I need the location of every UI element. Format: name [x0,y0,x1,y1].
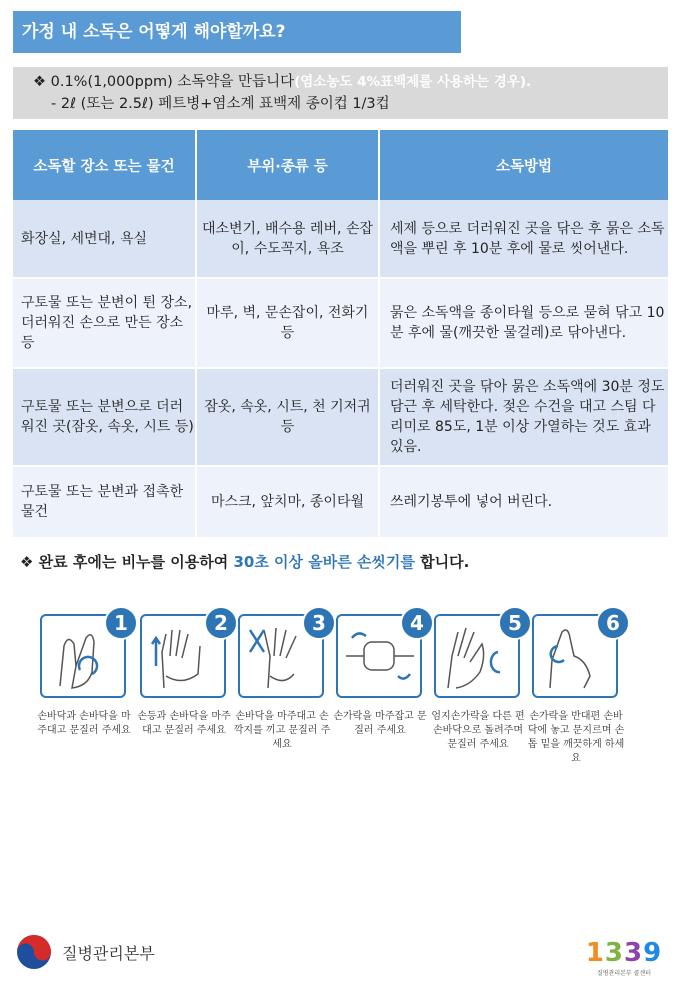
cell-place: 구토물 또는 분변으로 더러워진 곳(잠옷, 속옷, 시트 등) [13,368,196,466]
cell-part: 마루, 벽, 문손잡이, 전화기 등 [196,278,379,368]
handwash-step [333,606,430,738]
step-number: 1 [104,606,138,640]
info-line-1-note: (염소농도 4%표백제를 사용하는 경우). [294,74,532,90]
header-method: 소독방법 [379,130,668,200]
taegeuk-logo-icon [14,932,54,972]
page-title: 가정 내 소독은 어떻게 해야할까요? [13,11,461,53]
disinfection-table [13,130,668,539]
info-box [13,67,668,119]
handwash-step [37,606,134,738]
step-caption: 손가락을 마주잡고 문질러 주세요 [333,711,427,736]
info-line-1 [33,71,668,93]
table-row [13,466,668,538]
header-part: 부위·종류 등 [196,130,379,200]
step-caption: 손가락을 반대편 손바닥에 놓고 문지르며 손톱 밑을 깨끗하게 하세요 [527,711,625,764]
table-row [13,200,668,278]
table-header-row [13,130,668,200]
step-number: 6 [596,606,630,640]
step-caption: 손바닥을 마주대고 손깍지를 끼고 문질러 주세요 [233,711,331,750]
step-caption: 손바닥과 손바닥을 마주대고 문질러 주세요 [37,711,131,736]
completion-note [20,551,469,572]
hotline-caption: 질병관리본부 콜센터 [596,970,652,977]
handwash-step [527,606,626,766]
step-number: 2 [204,606,238,640]
step-number: 3 [302,606,336,640]
cell-place: 구토물 또는 분변과 접촉한 물건 [13,466,196,538]
info-line-1-main: ❖ 0.1%(1,000ppm) 소독약을 만듭니다 [33,74,295,90]
step-caption: 손등과 손바닥을 마주대고 문질러 주세요 [137,711,231,736]
table-row [13,368,668,466]
header-place: 소독할 장소 또는 물건 [13,130,196,200]
cell-place: 구토물 또는 분변이 튄 장소, 더러워진 손으로 만든 장소 등 [13,278,196,368]
cell-method: 묽은 소독액을 종이타월 등으로 묻혀 닦고 10분 후에 물(깨끗한 물걸레)로 닦아낸다. [379,278,668,368]
completion-suffix: 합니다. [414,553,470,571]
hotline-logo [576,938,672,977]
kcdc-logo [14,932,155,972]
handwash-step [431,606,528,752]
cell-part: 마스크, 앞치마, 종이타월 [196,466,379,538]
org-name: 질병관리본부 [62,943,155,963]
step-number: 5 [498,606,532,640]
cell-method: 더러워진 곳을 닦아 묽은 소독액에 30분 정도 담근 후 세탁한다. 젖은 수건을 대고 스팀 다리미로 85도, 1분 이상 가열하는 것도 효과 있음. [379,368,668,466]
cell-part: 대소변기, 배수용 레버, 손잡이, 수도꼭지, 욕조 [196,200,379,278]
handwash-step [137,606,234,738]
completion-prefix: ❖ 완료 후에는 비누를 이용하여 [20,553,234,571]
hotline-number: 1339 [585,938,663,968]
step-caption: 엄지손가락을 다른 편 손바닥으로 돌려주며 문질러 주세요 [431,711,525,750]
cell-part: 잠옷, 속옷, 시트, 천 기저귀 등 [196,368,379,466]
cell-method: 세제 등으로 더러워진 곳을 닦은 후 묽은 소독액을 뿌린 후 10분 후에 물로 씻어낸다. [379,200,668,278]
table-row [13,278,668,368]
cell-place: 화장실, 세면대, 욕실 [13,200,196,278]
cell-method: 쓰레기봉투에 넣어 버린다. [379,466,668,538]
handwash-step [233,606,332,752]
handwash-steps [37,606,660,796]
completion-highlight: 30초 이상 올바른 손씻기를 [233,553,415,571]
info-line-2: - 2ℓ (또는 2.5ℓ) 페트병+염소계 표백제 종이컵 1/3컵 [51,96,390,112]
step-number: 4 [400,606,434,640]
